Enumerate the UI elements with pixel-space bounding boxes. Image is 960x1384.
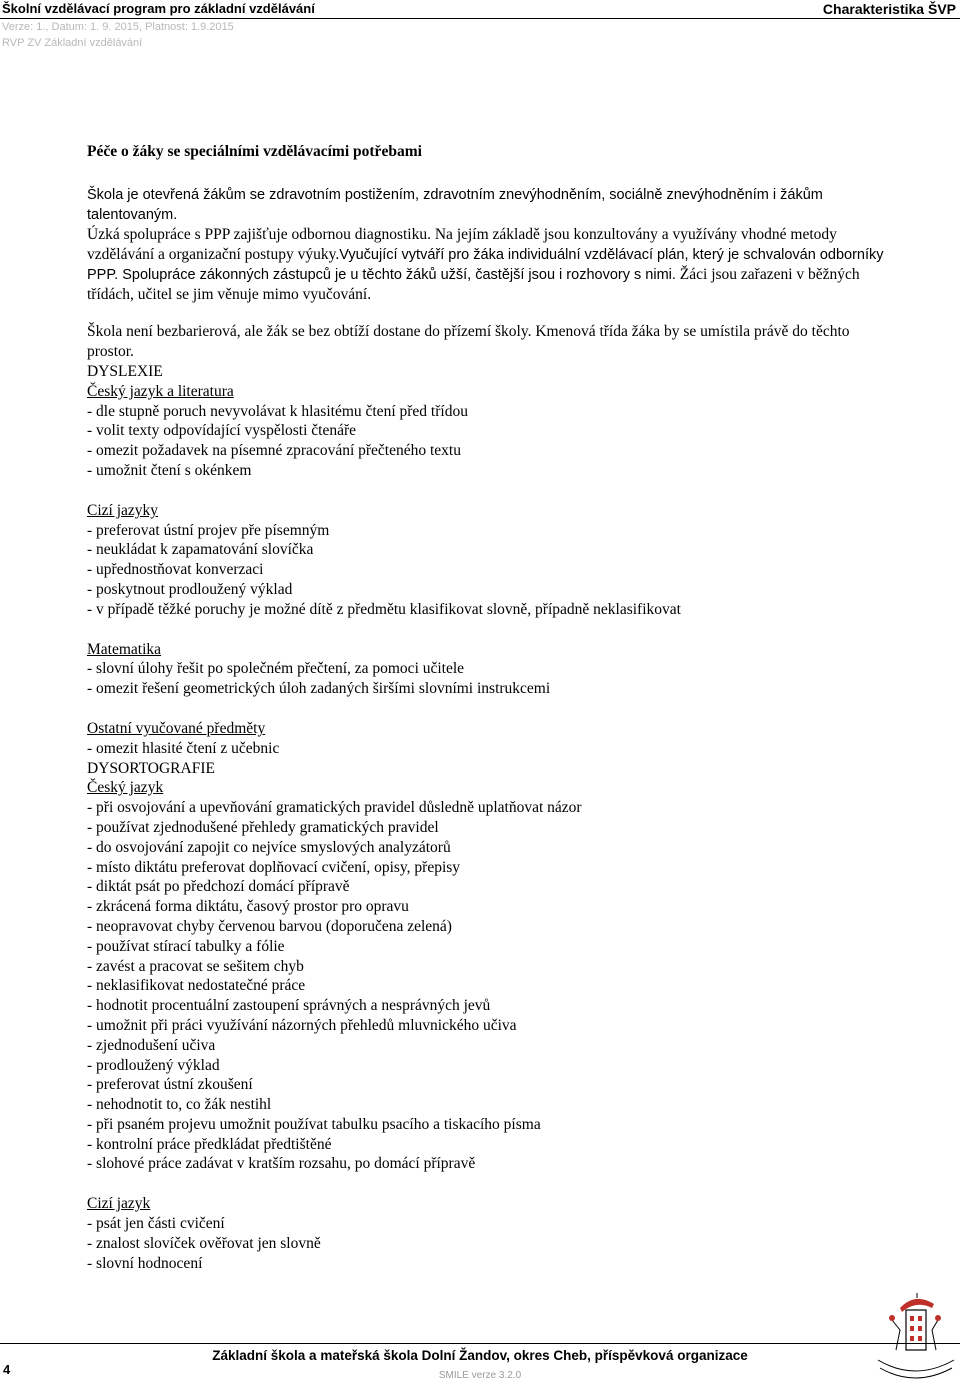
list-item: - slohové práce zadávat v kratším rozsahu, po domácí přípravě [87,1155,476,1173]
section-heading: Péče o žáky se speciálními vzdělávacími potřebami [87,143,422,160]
document-title: Školní vzdělávací program pro základní vzdělávání [2,1,315,16]
list-item: - neklasifikovat nedostatečné práce [87,977,306,995]
list-item: - kontrolní práce předkládat předtištěné [87,1135,332,1153]
dyslexie-math-list [87,659,887,699]
list-item: - omezit požadavek na písemné zpracování přečteného textu [87,442,461,460]
school-name: Základní škola a mateřská škola Dolní Žandov, okres Cheb, příspěvková organizace [212,1348,748,1363]
list-item: - preferovat ústní projev pře písemným [87,521,330,539]
dysortografie-czech-list [87,798,887,1174]
page-number: 4 [3,1362,11,1377]
list-item: - slovní hodnocení [87,1254,203,1272]
list-item: - znalost slovíček ověřovat jen slovně [87,1234,321,1252]
list-item: - zavést a pracovat se sešitem chyb [87,957,304,975]
list-item: - psát jen části cvičení [87,1215,225,1233]
list-item: - používat stírací tabulky a fólie [87,937,285,955]
list-item: - zkrácená forma diktátu, časový prostor pro opravu [87,898,409,916]
header-divider [0,18,960,19]
list-item: - umožnit při práci využívání názorných přehledů mluvnického učiva [87,1016,517,1034]
ppp-paragraph: Úzká spolupráce s PPP zajišťuje odbornou diagnostiku. Na jejím základě jsou konzultovány a využívány vhodné metody vzdělávání a organizační postupy výuky.Vyučující vytváří pro žáka individuální vzdělávací plán, který je schvalován odborníky PPP. Spolupráce zákonných zástupců je u těchto žáků užší, častější jsou i rozhovory s nimi. Žáci jsou zařazeni v běžných třídách, učitel se jim věnuje mimo vyučování. [87,226,884,303]
list-item: - zjednodušení učiva [87,1036,216,1054]
dysortografie-czech-title: Český jazyk [87,779,164,797]
list-item: - místo diktátu preferovat doplňovací cvičení, opisy, přepisy [87,858,461,876]
list-item: - omezit hlasité čtení z učebnic [87,739,280,757]
main-content [87,142,887,1273]
list-item: - neukládat k zapamatování slovíčka [87,541,314,559]
dyslexie-other-list [87,739,887,759]
list-item: - diktát psát po předchozí domácí přípravě [87,878,350,896]
version-info: Verze: 1., Datum: 1. 9. 2015, Platnost: 1.9.2015 [2,21,234,33]
list-item: - preferovat ústní zkoušení [87,1076,253,1094]
barrier-paragraph: Škola není bezbarierová, ale žák se bez obtíží dostane do přízemí školy. Kmenová třída žáka by se umístila právě do těchto prostor. [87,323,850,360]
dyslexie-other-title: Ostatní vyučované předměty [87,719,266,737]
dysortografie-foreign-title: Cizí jazyk [87,1195,151,1213]
dysortografie-title: DYSORTOGRAFIE [87,759,215,777]
list-item: - nehodnotit to, co žák nestihl [87,1096,272,1114]
list-item: - používat zjednodušené přehledy gramatických pravidel [87,818,439,836]
dyslexie-math-title: Matematika [87,640,162,658]
software-version: SMILE verze 3.2.0 [438,1370,522,1381]
list-item: - poskytnout prodloužený výklad [87,580,293,598]
list-item: - při psaném projevu umožnit používat tabulku psacího a tiskacího písma [87,1115,541,1133]
dyslexie-czech-list [87,402,887,481]
list-item: - upřednostňovat konverzaci [87,561,264,579]
footer-divider [0,1343,960,1344]
dysortografie-foreign-list [87,1214,887,1273]
dyslexie-czech-title: Český jazyk a literatura [87,382,234,400]
list-item: - při osvojování a upevňování gramatických pravidel důsledně uplatňovat názor [87,799,582,817]
dyslexie-foreign-title: Cizí jazyky [87,501,159,519]
list-item: - neopravovat chyby červenou barvou (doporučena zelená) [87,917,452,935]
list-item: - dle stupně poruch nevyvolávat k hlasitému čtení před třídou [87,402,468,420]
list-item: - prodloužený výklad [87,1056,220,1074]
list-item: - do osvojování zapojit co nejvíce smyslových analyzátorů [87,838,451,856]
intro-paragraph: Škola je otevřená žákům se zdravotním postižením, zdravotním znevýhodněním, sociálně znevýhodněním i žákům talentovaným. [87,187,823,223]
list-item: - slovní úlohy řešit po společném přečtení, za pomoci učitele [87,660,465,678]
dyslexie-foreign-list [87,521,887,620]
dyslexie-title: DYSLEXIE [87,363,163,380]
list-item: - hodnotit procentuální zastoupení správných a nesprávných jevů [87,997,491,1015]
list-item: - omezit řešení geometrických úloh zadaných širšími slovními instrukcemi [87,680,551,698]
list-item: - v případě těžké poruchy je možné dítě z předmětu klasifikovat slovně, případně neklasifikovat [87,600,681,618]
list-item: - umožnit čtení s okénkem [87,461,252,479]
rvp-info: RVP ZV Základní vzdělávání [2,37,143,49]
section-title: Charakteristika ŠVP [822,1,956,17]
school-logo-icon [872,1290,958,1382]
list-item: - volit texty odpovídající vyspělosti čtenáře [87,422,357,440]
